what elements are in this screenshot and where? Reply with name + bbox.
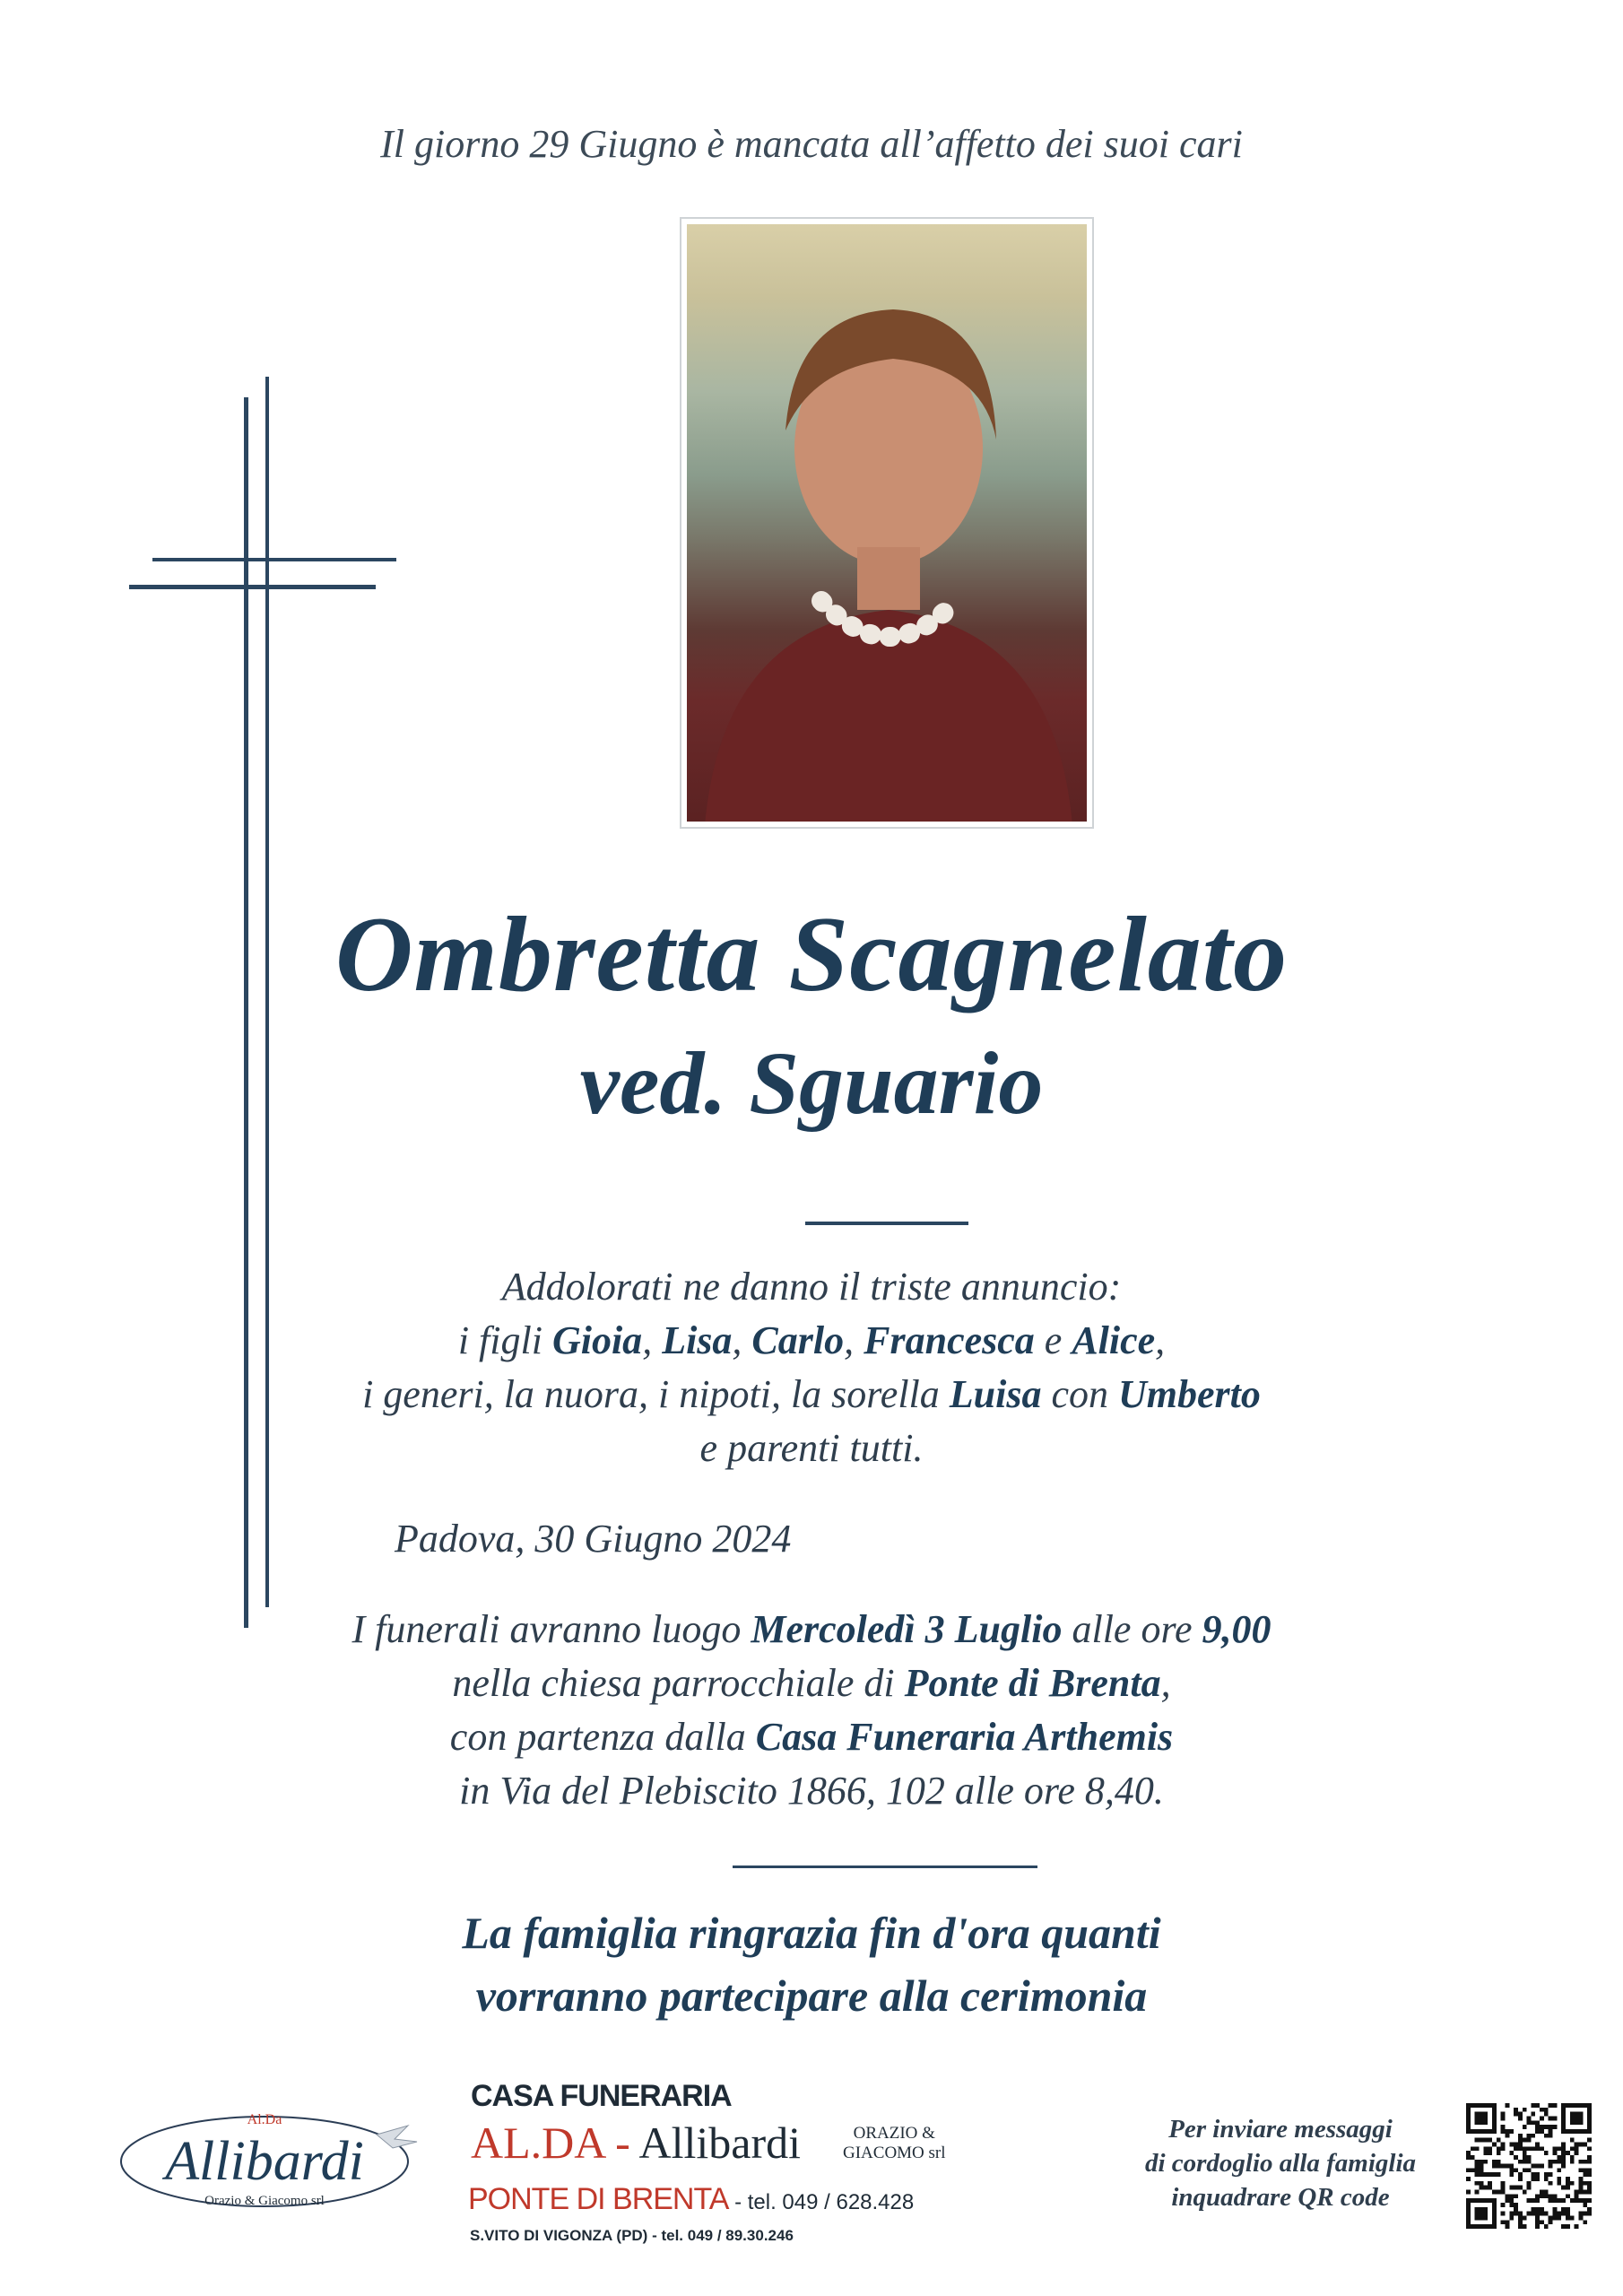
brand-owners: ORAZIO & GIACOMO srl [843,2124,946,2162]
funeral-line-2: nella chiesa parrocchiale di Ponte di Brenta, [452,1661,1171,1705]
funeral-line-4: in Via del Plebiscito 1866, 102 alle ore 8,40. [459,1769,1164,1813]
intro-line: Il giorno 29 Giugno è mancata all’affetto dei suoi cari [380,122,1243,166]
sister-name: Luisa [949,1372,1042,1416]
address-ponte-di-brenta: PONTE DI BRENTA - tel. 049 / 628.428 [468,2182,915,2216]
announcement-line-2: i figli Gioia, Lisa, Carlo, Francesca e Alice, [457,1318,1166,1362]
announcement-line-3: i generi, la nuora, i nipoti, la sorella Luisa con Umberto [362,1372,1261,1416]
logo-subtext: Orazio & Giacomo srl [204,2194,325,2208]
partner-name: Umberto [1118,1372,1261,1416]
portrait-illustration [687,224,1087,822]
funeral-home-label: CASA FUNERARIA [471,2079,732,2113]
church-name: Ponte di Brenta [904,1661,1161,1705]
deceased-name: Ombretta Scagnelato [334,894,1289,1013]
address-vigonza: S.VITO DI VIGONZA (PD) - tel. 049 / 89.30.246 [470,2227,794,2244]
thanks-line-1: La famiglia ringrazia fin d'ora quanti [462,1908,1161,1958]
child-name: Francesca [864,1318,1035,1362]
funeral-line-1: I funerali avranno luogo Mercoledì 3 Luglio alle ore 9,00 [352,1607,1271,1651]
brand-alda: AL.DA [471,2118,604,2168]
funeral-home-brand: AL.DA - Allibardi [471,2118,802,2168]
logo-name: Allibardi [165,2131,364,2192]
funeral-day: Mercoledì 3 Luglio [751,1607,1063,1651]
child-name: Alice [1072,1318,1156,1362]
announcement-block [0,1260,1623,1475]
deceased-married-name: ved. Sguario [579,1033,1044,1133]
cross-horizontal-bottom [129,585,376,589]
funeral-time: 9,00 [1202,1607,1271,1651]
qr-code-icon[interactable] [1466,2103,1592,2229]
announcement-line-1: Addolorati ne danno il triste annuncio: [501,1265,1122,1309]
portrait-photo-frame [680,217,1094,829]
portrait-photo [687,224,1087,822]
child-name: Carlo [751,1318,845,1362]
allibardi-logo [108,2099,439,2215]
qr-instructions: Per inviare messaggi di cordoglio alla famiglia inquadrare QR code [1144,2115,1417,2212]
brand-allibardi: Allibardi [638,2118,802,2168]
cross-horizontal-top [152,558,396,561]
phone-ponte: - tel. 049 / 628.428 [728,2190,915,2214]
funeral-home-name: Casa Funeraria Arthemis [755,1715,1174,1759]
thanks-line-2: vorranno partecipare alla cerimonia [475,1970,1148,2021]
logo-small-text: Al.Da [247,2112,282,2127]
thanks-message [0,1901,1623,2027]
child-name: Lisa [662,1318,733,1362]
funeral-details [0,1603,1623,1818]
dove-icon [377,2126,417,2148]
divider-short [805,1222,968,1225]
announcement-line-4: e parenti tutti. [699,1426,924,1470]
divider-long [733,1866,1037,1868]
child-name: Gioia [551,1318,643,1362]
funeral-line-3: con partenza dalla Casa Funeraria Arthemis [449,1715,1174,1759]
place-date: Padova, 30 Giugno 2024 [395,1517,792,1561]
